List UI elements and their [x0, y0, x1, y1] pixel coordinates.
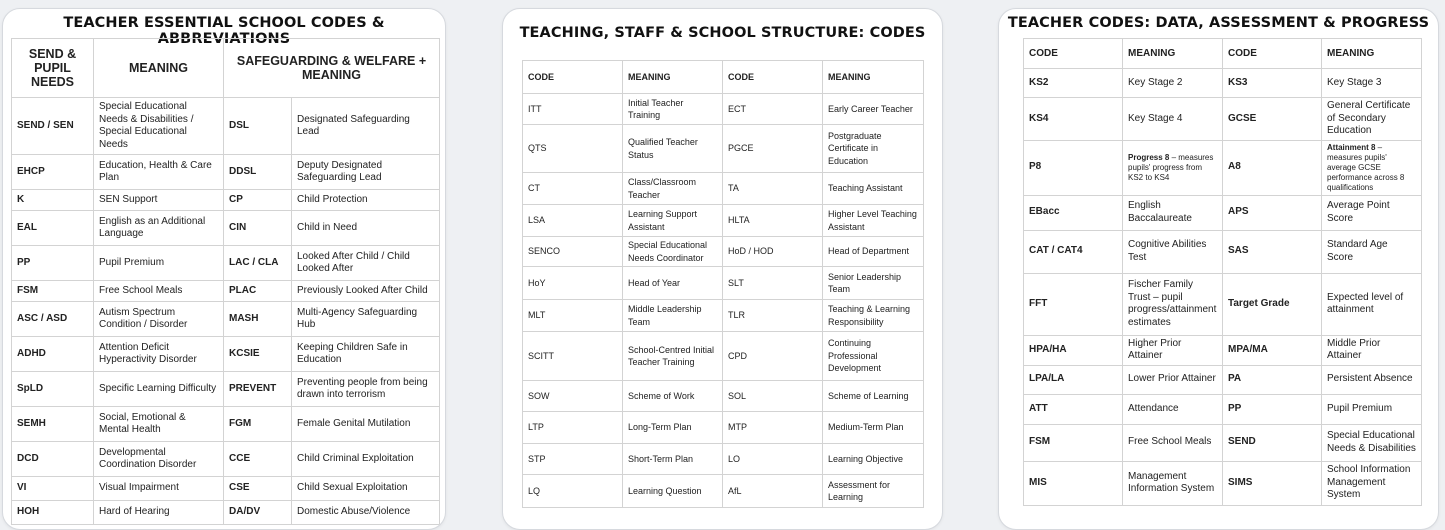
code-cell: EHCP	[12, 155, 94, 190]
header-safeguarding: SAFEGUARDING & WELFARE + MEANING	[224, 39, 440, 98]
code-cell: MTP	[723, 412, 823, 444]
meaning-cell: Specific Learning Difficulty	[94, 372, 224, 407]
table-row	[12, 281, 440, 302]
code-cell: K	[12, 190, 94, 211]
code-cell: MLT	[523, 300, 623, 332]
code-cell: LO	[723, 444, 823, 475]
code-cell: PP	[1223, 394, 1322, 424]
meaning-cell: Free School Meals	[1123, 424, 1223, 461]
meaning-cell: Standard Age Score	[1322, 230, 1422, 273]
table-row	[12, 98, 440, 155]
header-meaning: MEANING	[94, 39, 224, 98]
meaning-cell: Learning Support Assistant	[623, 205, 723, 237]
table-row	[523, 237, 924, 267]
code-cell: CCE	[224, 442, 292, 477]
table-row	[523, 332, 924, 381]
meaning-cell: Lower Prior Attainer	[1123, 365, 1223, 394]
meaning-cell: Attention Deficit Hyperactivity Disorder	[94, 337, 224, 372]
code-cell: TLR	[723, 300, 823, 332]
code-cell: Target Grade	[1223, 273, 1322, 335]
code-cell: PLAC	[224, 281, 292, 302]
card-essential-codes	[2, 8, 446, 530]
meaning-cell: Preventing people from being drawn into terrorism	[292, 372, 440, 407]
header-code: CODE	[1024, 39, 1123, 69]
meaning-cell: Persistent Absence	[1322, 365, 1422, 394]
meaning-term: Attainment 8	[1327, 142, 1376, 152]
meaning-cell: Developmental Coordination Disorder	[94, 442, 224, 477]
table-row	[12, 407, 440, 442]
meaning-cell: Key Stage 3	[1322, 69, 1422, 98]
table-row	[523, 381, 924, 412]
meaning-cell: Higher Prior Attainer	[1123, 335, 1223, 365]
card-title: TEACHER CODES: DATA, ASSESSMENT & PROGRESS	[1007, 15, 1430, 31]
meaning-cell: Designated Safeguarding Lead	[292, 98, 440, 155]
card-title: TEACHER ESSENTIAL SCHOOL CODES & ABBREVIATIONS	[63, 15, 385, 47]
table-row	[1024, 461, 1422, 505]
meaning-cell: Previously Looked After Child	[292, 281, 440, 302]
meaning-cell: Assessment for Learning	[823, 475, 924, 508]
table-row	[12, 190, 440, 211]
code-cell: PA	[1223, 365, 1322, 394]
header-meaning: MEANING	[1322, 39, 1422, 69]
header-send: SEND & PUPIL NEEDS	[12, 39, 94, 98]
code-cell: TA	[723, 173, 823, 205]
code-cell: ASC / ASD	[12, 302, 94, 337]
code-cell: MASH	[224, 302, 292, 337]
meaning-cell: Visual Impairment	[94, 477, 224, 501]
code-cell: FGM	[224, 407, 292, 442]
code-cell: QTS	[523, 125, 623, 173]
table-row	[523, 444, 924, 475]
meaning-term: Progress 8	[1128, 152, 1170, 162]
meaning-cell: Education, Health & Care Plan	[94, 155, 224, 190]
code-cell: APS	[1223, 195, 1322, 230]
code-cell: HOH	[12, 501, 94, 525]
code-cell: CT	[523, 173, 623, 205]
code-cell: SOL	[723, 381, 823, 412]
table-row	[1024, 424, 1422, 461]
code-cell: MPA/MA	[1223, 335, 1322, 365]
code-cell: DDSL	[224, 155, 292, 190]
code-cell: VI	[12, 477, 94, 501]
table-row	[1024, 394, 1422, 424]
meaning-cell: Key Stage 4	[1123, 98, 1223, 141]
code-cell: SENCO	[523, 237, 623, 267]
meaning-text: – measures pupils' average GCSE performance across 8 qualifications	[1327, 142, 1405, 192]
code-cell: SCITT	[523, 332, 623, 381]
code-cell: SEND	[1223, 424, 1322, 461]
code-cell: HoD / HOD	[723, 237, 823, 267]
codes-table	[522, 60, 924, 508]
meaning-cell: Special Educational Needs Coordinator	[623, 237, 723, 267]
code-cell: LTP	[523, 412, 623, 444]
meaning-cell: Qualified Teacher Status	[623, 125, 723, 173]
meaning-cell: Deputy Designated Safeguarding Lead	[292, 155, 440, 190]
card-staff-structure	[502, 8, 943, 530]
code-cell: ITT	[523, 94, 623, 125]
meaning-cell: Child Sexual Exploitation	[292, 477, 440, 501]
code-cell: HoY	[523, 267, 623, 300]
meaning-cell: Child in Need	[292, 211, 440, 246]
table-row	[523, 412, 924, 444]
code-cell: FSM	[12, 281, 94, 302]
header-meaning: MEANING	[1123, 39, 1223, 69]
meaning-cell: Middle Prior Attainer	[1322, 335, 1422, 365]
code-cell: SLT	[723, 267, 823, 300]
table-header-row	[12, 39, 440, 98]
table-row	[12, 155, 440, 190]
meaning-cell: Scheme of Work	[623, 381, 723, 412]
table-row	[523, 300, 924, 332]
meaning-cell: Initial Teacher Training	[623, 94, 723, 125]
table-row	[523, 205, 924, 237]
meaning-cell: Autism Spectrum Condition / Disorder	[94, 302, 224, 337]
code-cell: GCSE	[1223, 98, 1322, 141]
code-cell: SpLD	[12, 372, 94, 407]
code-cell: FSM	[1024, 424, 1123, 461]
code-cell: MIS	[1024, 461, 1123, 505]
meaning-cell: English as an Additional Language	[94, 211, 224, 246]
meaning-text: – measures pupils' progress from KS2 to KS4	[1128, 152, 1214, 182]
table-row	[12, 501, 440, 525]
meaning-cell: Multi-Agency Safeguarding Hub	[292, 302, 440, 337]
meaning-cell: Key Stage 2	[1123, 69, 1223, 98]
table-header-row	[1024, 39, 1422, 69]
meaning-cell: Teaching Assistant	[823, 173, 924, 205]
meaning-cell: School Information Management System	[1322, 461, 1422, 505]
code-cell: PREVENT	[224, 372, 292, 407]
table-row	[12, 302, 440, 337]
meaning-cell: Special Educational Needs & Disabilities / Special Educational Needs	[94, 98, 224, 155]
code-cell: HPA/HA	[1024, 335, 1123, 365]
code-cell: LPA/LA	[1024, 365, 1123, 394]
table-row	[523, 125, 924, 173]
meaning-cell: Pupil Premium	[1322, 394, 1422, 424]
code-cell: LAC / CLA	[224, 246, 292, 281]
codes-table	[1023, 38, 1422, 506]
meaning-cell: Child Protection	[292, 190, 440, 211]
code-cell: SAS	[1223, 230, 1322, 273]
code-cell: PGCE	[723, 125, 823, 173]
table-row	[12, 372, 440, 407]
code-cell: KS2	[1024, 69, 1123, 98]
meaning-cell: Higher Level Teaching Assistant	[823, 205, 924, 237]
table-row	[523, 94, 924, 125]
code-cell: SIMS	[1223, 461, 1322, 505]
code-cell: DA/DV	[224, 501, 292, 525]
header-meaning: MEANING	[623, 61, 723, 94]
table-row	[12, 442, 440, 477]
meaning-cell: Senior Leadership Team	[823, 267, 924, 300]
meaning-cell: Average Point Score	[1322, 195, 1422, 230]
header-code: CODE	[1223, 39, 1322, 69]
card-data-assessment	[998, 8, 1439, 530]
code-cell: SEMH	[12, 407, 94, 442]
table-row	[1024, 273, 1422, 335]
meaning-cell: Keeping Children Safe in Education	[292, 337, 440, 372]
table-row	[1024, 140, 1422, 195]
code-cell: CP	[224, 190, 292, 211]
code-cell: SOW	[523, 381, 623, 412]
table-row	[12, 337, 440, 372]
meaning-cell: Class/Classroom Teacher	[623, 173, 723, 205]
code-cell: HLTA	[723, 205, 823, 237]
header-meaning: MEANING	[823, 61, 924, 94]
meaning-cell: Pupil Premium	[94, 246, 224, 281]
code-cell: AfL	[723, 475, 823, 508]
table-row	[523, 173, 924, 205]
meaning-cell: Domestic Abuse/Violence	[292, 501, 440, 525]
code-cell: LQ	[523, 475, 623, 508]
meaning-cell: General Certificate of Secondary Education	[1322, 98, 1422, 141]
meaning-cell: English Baccalaureate	[1123, 195, 1223, 230]
meaning-cell: Continuing Professional Development	[823, 332, 924, 381]
code-cell: CPD	[723, 332, 823, 381]
meaning-cell: Expected level of attainment	[1322, 273, 1422, 335]
codes-table	[11, 38, 440, 525]
table-row	[1024, 98, 1422, 141]
meaning-cell: Early Career Teacher	[823, 94, 924, 125]
code-cell: CAT / CAT4	[1024, 230, 1123, 273]
table-row	[523, 267, 924, 300]
meaning-cell: Cognitive Abilities Test	[1123, 230, 1223, 273]
code-cell: CIN	[224, 211, 292, 246]
meaning-cell: Middle Leadership Team	[623, 300, 723, 332]
meaning-cell: Management Information System	[1123, 461, 1223, 505]
code-cell: PP	[12, 246, 94, 281]
meaning-cell: Learning Objective	[823, 444, 924, 475]
table-row	[523, 475, 924, 508]
meaning-cell: Child Criminal Exploitation	[292, 442, 440, 477]
table-row	[1024, 195, 1422, 230]
table-row	[12, 477, 440, 501]
meaning-cell: Postgraduate Certificate in Education	[823, 125, 924, 173]
meaning-cell: Long-Term Plan	[623, 412, 723, 444]
meaning-cell: SEN Support	[94, 190, 224, 211]
meaning-cell: Head of Department	[823, 237, 924, 267]
code-cell: ATT	[1024, 394, 1123, 424]
code-cell: LSA	[523, 205, 623, 237]
meaning-cell	[1322, 140, 1422, 195]
meaning-cell: Hard of Hearing	[94, 501, 224, 525]
meaning-cell: Special Educational Needs & Disabilities	[1322, 424, 1422, 461]
meaning-cell: Social, Emotional & Mental Health	[94, 407, 224, 442]
code-cell: DSL	[224, 98, 292, 155]
meaning-cell: Learning Question	[623, 475, 723, 508]
meaning-cell: Teaching & Learning Responsibility	[823, 300, 924, 332]
table-row	[1024, 230, 1422, 273]
meaning-cell: Female Genital Mutilation	[292, 407, 440, 442]
meaning-cell: Short-Term Plan	[623, 444, 723, 475]
header-code: CODE	[723, 61, 823, 94]
table-header-row	[523, 61, 924, 94]
meaning-cell: Free School Meals	[94, 281, 224, 302]
table-row	[12, 211, 440, 246]
card-title: TEACHING, STAFF & SCHOOL STRUCTURE: CODES	[519, 25, 926, 41]
table-row	[1024, 335, 1422, 365]
code-cell: KS4	[1024, 98, 1123, 141]
table-row	[1024, 69, 1422, 98]
code-cell: KS3	[1223, 69, 1322, 98]
table-row	[1024, 365, 1422, 394]
code-cell: EAL	[12, 211, 94, 246]
code-cell: STP	[523, 444, 623, 475]
meaning-cell: Head of Year	[623, 267, 723, 300]
code-cell: ECT	[723, 94, 823, 125]
code-cell: P8	[1024, 140, 1123, 195]
meaning-cell: Scheme of Learning	[823, 381, 924, 412]
code-cell: SEND / SEN	[12, 98, 94, 155]
table-row	[12, 246, 440, 281]
code-cell: EBacc	[1024, 195, 1123, 230]
meaning-cell: Looked After Child / Child Looked After	[292, 246, 440, 281]
code-cell: FFT	[1024, 273, 1123, 335]
code-cell: CSE	[224, 477, 292, 501]
code-cell: KCSIE	[224, 337, 292, 372]
meaning-cell: Attendance	[1123, 394, 1223, 424]
code-cell: DCD	[12, 442, 94, 477]
code-cell: ADHD	[12, 337, 94, 372]
code-cell: A8	[1223, 140, 1322, 195]
meaning-cell	[1123, 140, 1223, 195]
meaning-cell: School-Centred Initial Teacher Training	[623, 332, 723, 381]
meaning-cell: Medium-Term Plan	[823, 412, 924, 444]
header-code: CODE	[523, 61, 623, 94]
meaning-cell: Fischer Family Trust – pupil progress/attainment estimates	[1123, 273, 1223, 335]
